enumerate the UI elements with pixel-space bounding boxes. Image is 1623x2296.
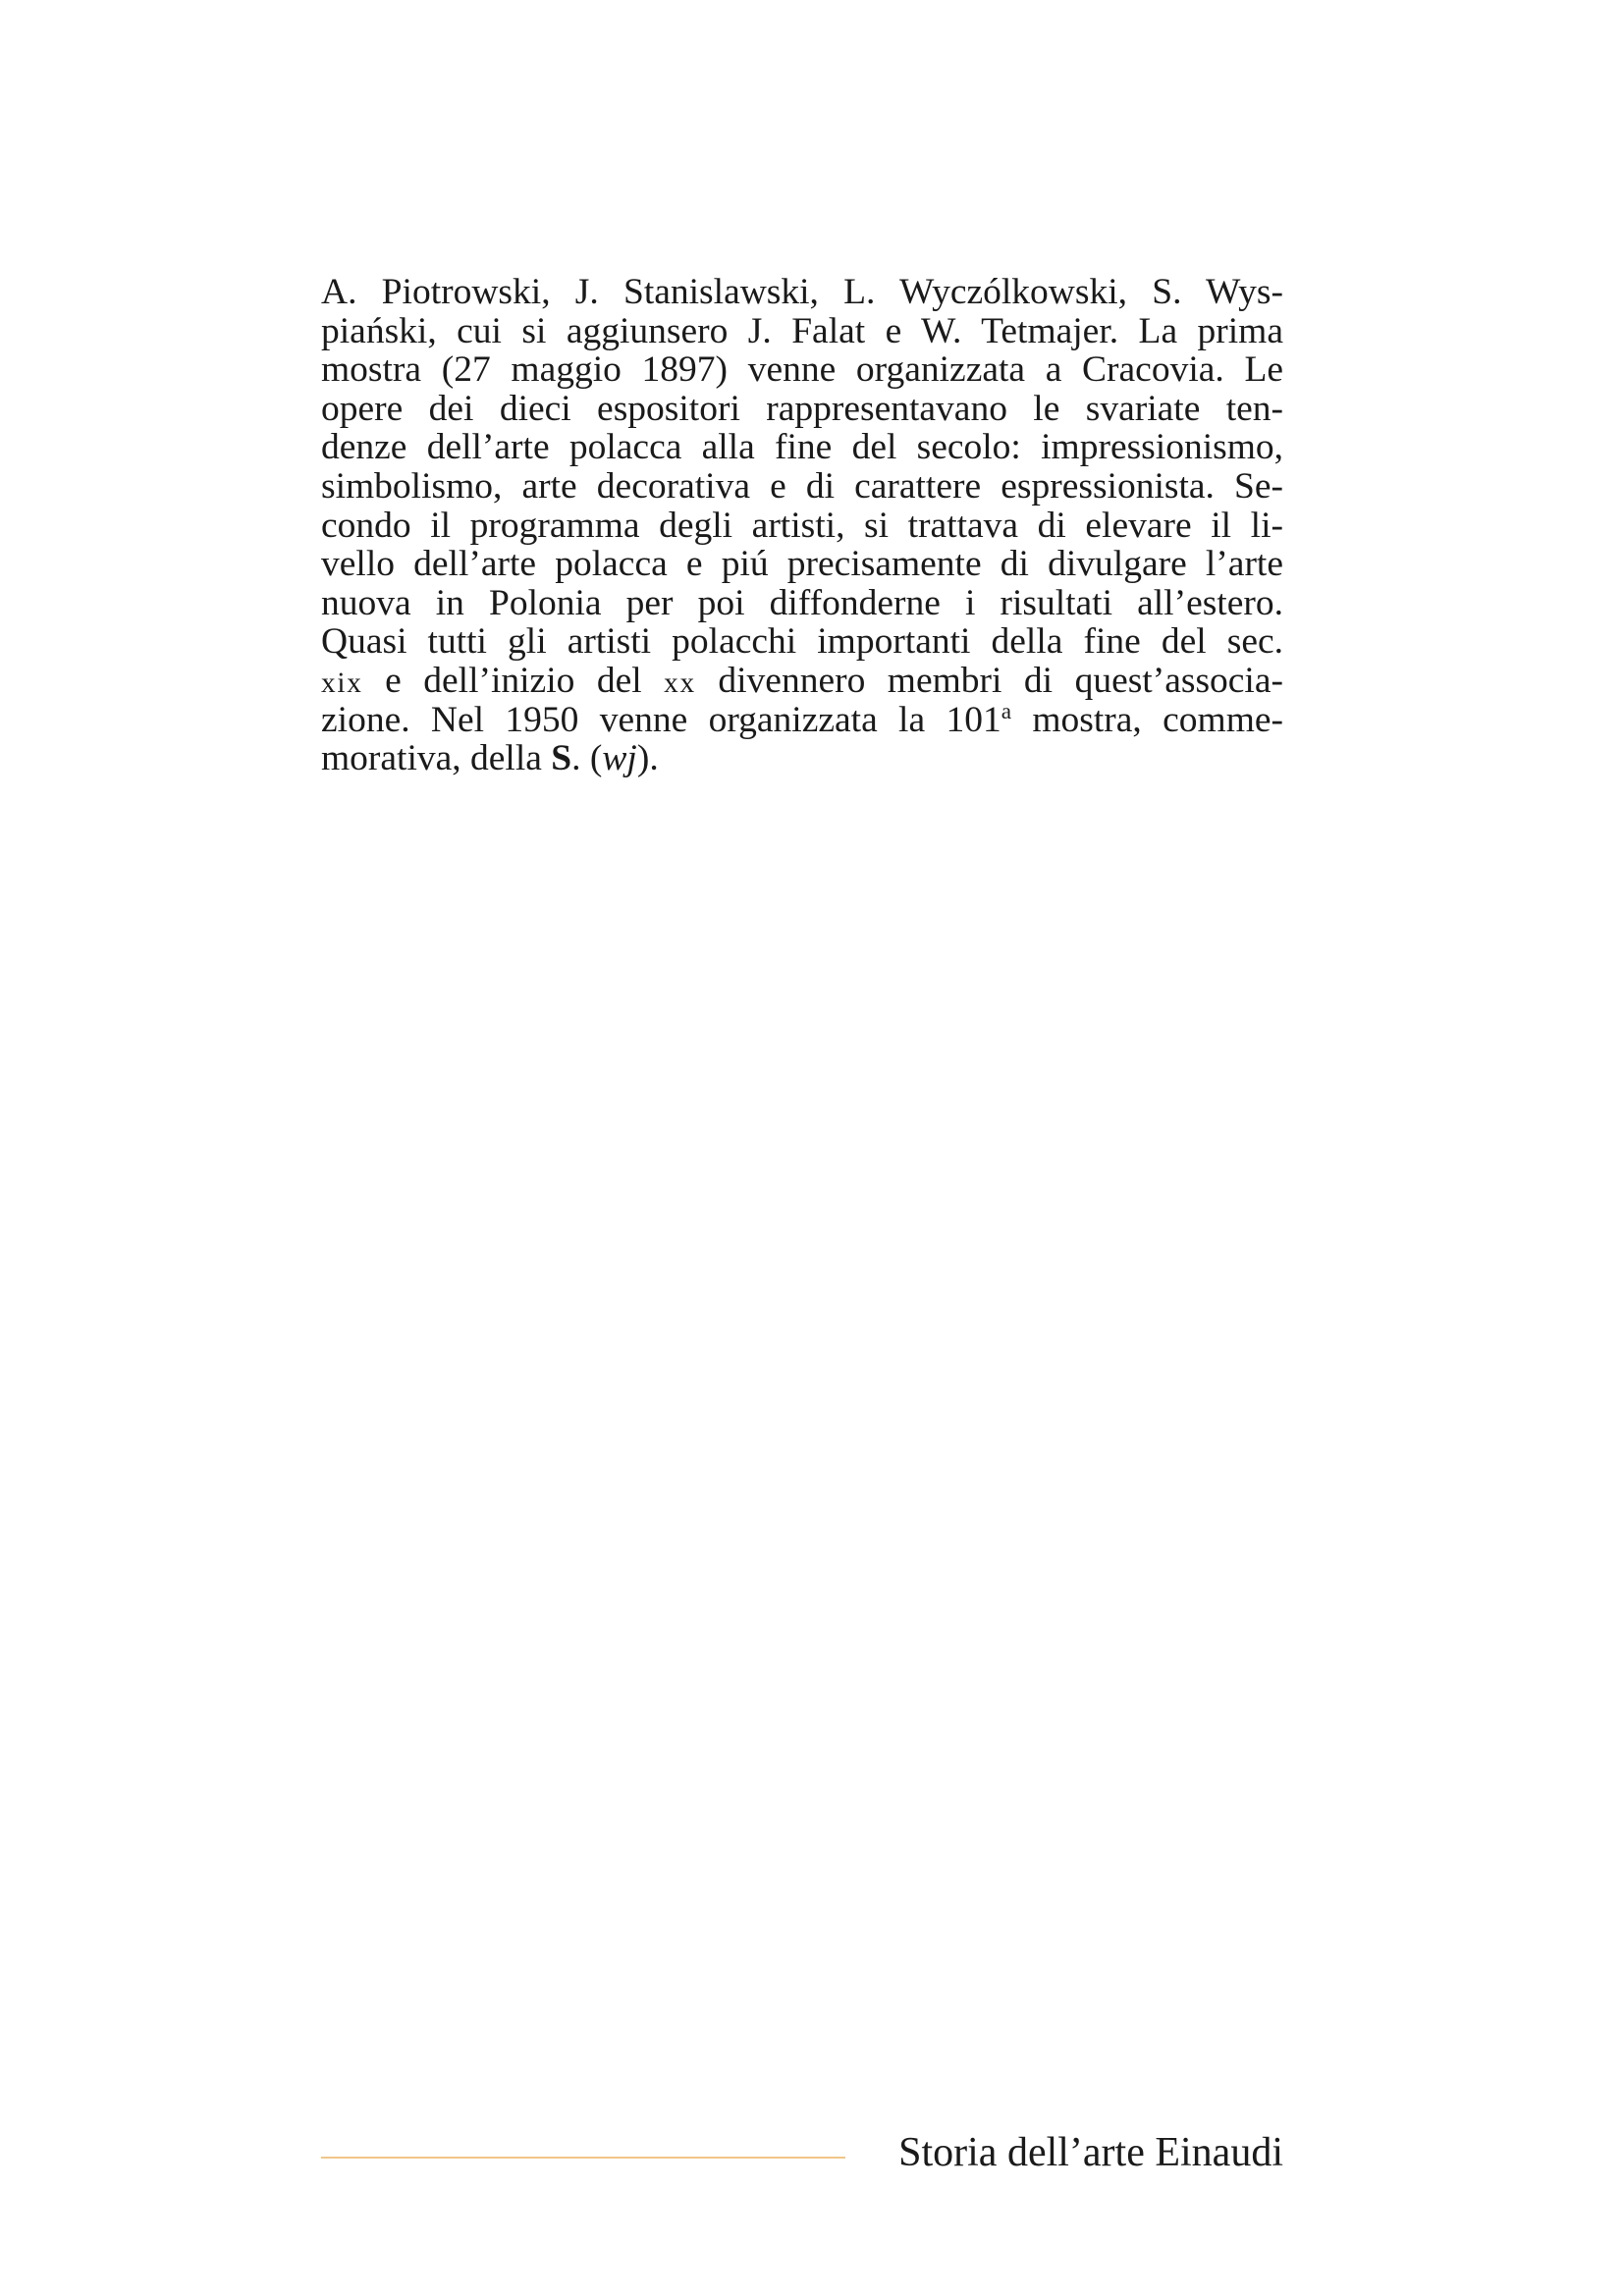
text-line-11 [321, 662, 1283, 701]
line-fragment: . ( [571, 738, 603, 779]
century-numeral: xx [664, 667, 696, 699]
line-fragment: ). [636, 738, 659, 779]
line-fragment: zione. Nel 1950 venne organizzata la 101 [321, 699, 1001, 740]
text-line-2: piański, cui si aggiunsero J. Falat e W. Tetmajer. La prima [321, 310, 1283, 351]
text-line-9: nuova in Polonia per poi diffonderne i risultati all’estero. [321, 582, 1283, 623]
ordinal-superscript: a [1001, 698, 1012, 724]
article-text [321, 273, 1283, 778]
text-line-10: Quasi tutti gli artisti polacchi importanti della fine del sec. [321, 621, 1283, 663]
century-numeral: xix [321, 667, 363, 699]
footer-title: Storia dell’arte Einaudi [898, 2130, 1283, 2175]
author-initials: wj [602, 738, 637, 779]
text-line-7: condo il programma degli artisti, si trattava di elevare il li- [321, 505, 1283, 546]
text-line-5: denze dell’arte polacca alla fine del secolo: impressionismo, [321, 427, 1283, 468]
footer-rule [321, 2157, 845, 2159]
text-line-4: opere dei dieci espositori rappresentavano le svariate ten- [321, 388, 1283, 429]
line-fragment: morativa, della [321, 738, 552, 779]
line-fragment: divennero membri di quest’associa- [695, 660, 1283, 701]
text-line-12 [321, 698, 1283, 740]
text-line-13 [321, 739, 1283, 778]
text-line-3: mostra (27 maggio 1897) venne organizzata a Cracovia. Le [321, 349, 1283, 391]
line-fragment: e dell’inizio del [362, 660, 665, 701]
text-line-1: A. Piotrowski, J. Stanislawski, L. Wyczólkowski, S. Wys- [321, 272, 1283, 312]
text-line-6: simbolismo, arte decorativa e di carattere espressionista. Se- [321, 465, 1283, 507]
line-fragment: mostra, comme- [1011, 699, 1283, 740]
entry-abbreviation: S [551, 738, 572, 779]
text-line-8: vello dell’arte polacca e piú precisamente di divulgare l’arte [321, 544, 1283, 585]
